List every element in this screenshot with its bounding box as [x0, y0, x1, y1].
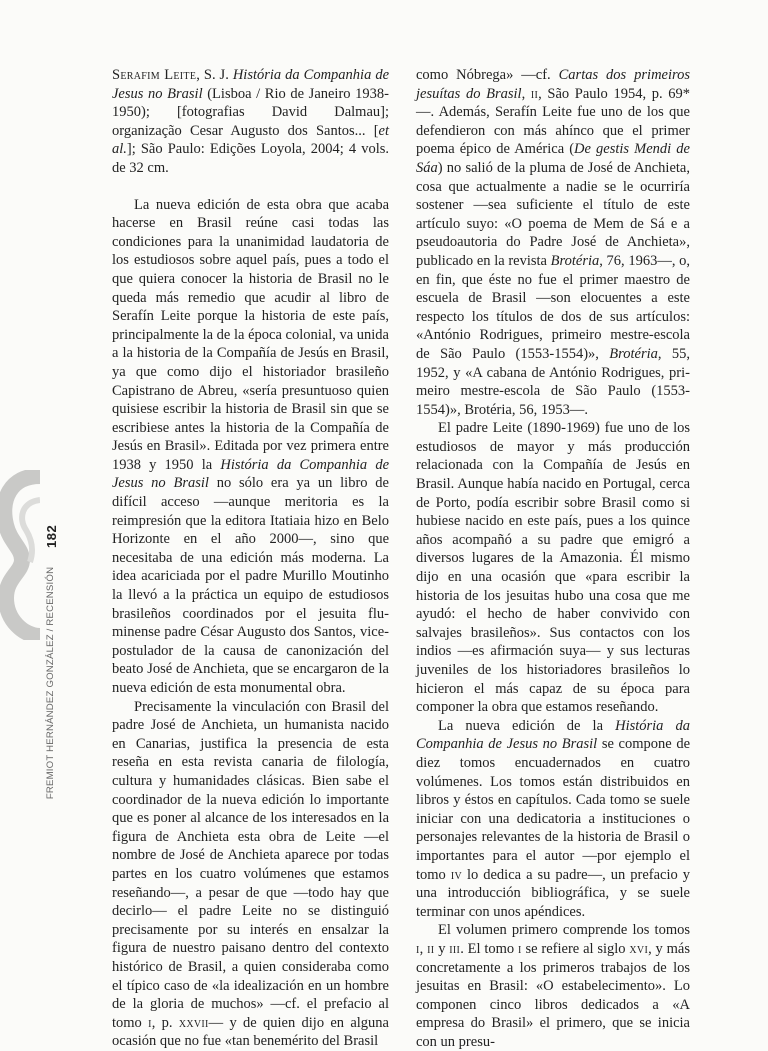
biblio-details: (Lisboa / Rio de Janeiro 1938-1950); [fotografias David Dalmau]; organização Cesar Augusto dos Santos... [ [112, 85, 389, 139]
paragraph: La nueva edición de la História da Companhia de Jesus no Brasil se compone de diez tomos encuadernados en cuatro volúmenes. Los tomos están distribuidos en libros y éstos en capítulos. Cada tomo se suele iniciar con una dedicatoria a instituciones o personajes relevantes de la historia de Brasil o importantes para el autor —por ejemplo el tomo iv lo dedica a su padre—, un prefacio y una introducción bibliográfica, y se suele terminar con unos apéndices. [416, 717, 691, 920]
bibliographic-entry: Serafim Leite, S. J. História da Companhia de Jesus no Brasil (Lisboa / Rio de Janeiro 1938-1950); [fotografias David Dalmau]; organização Cesar Augusto dos Santos... [et al.]; São Paulo: Edições Loyola, 2004; 4 vols. de 32 cm. [112, 67, 390, 176]
paragraph: como Nóbrega» —cf. Cartas dos primeiros jesuítas do Brasil, ii, São Paulo 1954, p. 69*—. Además, Serafín Leite fue uno de los que defendieron con más ahínco que el primer poema épico de América (De gestis Mendi de Sáa) no salió de la pluma de José de Anchieta, cosa que actualmente a nadie se le ocurriría sostener —sea suficiente el título de este artículo suyo: «O poema de Mem de Sá e a pseudoautoria do Padre José de Anchieta», publicado en la revista Brotéria, 76, 1963—, o, en fin, que éste no fue el primer maestro de escuela de Brasil —son elocuentes a este respecto los títulos de dos de sus artículos: «António Rodrigues, primeiro mestre-escola de São Paulo (1553-1554)», Brotéria, 55, 1952, y «A cabana de António Rodrigues, primeiro mestre-escola de São Paulo (1553-1554)», Brotéria, 56, 1953—. [416, 67, 691, 418]
paragraph: Precisamente la vinculación con Brasil del padre José de Anchieta, un humanista nacido en Canarias, justifica la presencia de esta reseña en esta revista canaria de filología, cultura y humanidades clásicas. Bien sabe el coordinador de la nueva edición lo importante que es poner al alcance de los interesados en la figura de Anchieta esta obra de Leite —el nombre de José de Anchieta aparece por todas partes en los cuatro volúmenes que estamos reseñando—, a pesar de que —todo hay que decirlo— el padre Leite no se distinguió precisamente por su interés en ensalzar la figura de nuestro paisano dentro del contexto histórico de Brasil, a quien consideraba como el típico caso de «la idealización en un hombre de la gloria de muchos» —cf. el prefacio al tomo i, p. xxvii— y de quien dijo en alguna ocasión que no fue «tan benemérito del Brasil [112, 698, 389, 1050]
biblio-author: Serafim Leite [112, 67, 197, 83]
side-running-head [43, 524, 61, 800]
left-column [112, 66, 389, 1051]
biblio-title: História da Companhia de Jesus no Brasil [112, 67, 390, 102]
right-column [416, 66, 690, 1051]
paragraph: El padre Leite (1890-1969) fue uno de los estudiosos de mayor y más producción relacionada con la Compañía de Jesús en Brasil. Aunque había nacido en Portugal, cerca de Porto, podía escribir sobre Brasil como si hubiese nacido en este país, pues a los quince años acompañó a su padre que emigró a diversos lugares de la Amazonia. Él mismo dijo en una ocasión que «para escribir la historia de los jesuitas hubo una cosa que me ayudó: el hecho de haber convivido con salvajes brasileños». Sus contactos con los indios —es afirmación suya— y sus lecturas juveniles de los historiadores brasileños lo hicieron el más capaz de su época para componer la obra que estamos reseñando. [416, 420, 690, 716]
paragraph: El volumen primero comprende los tomos i, ii y iii. El tomo i se refiere al siglo xvi, y más concretamente a los primeros trabajos de los jesuitas en Brasil: «O estabelecimento». Lo componen cinco libros dedicados a «A empresa do Brasil» el primero, que se inicia con un presu- [416, 922, 690, 1050]
page-number: 182 [44, 524, 59, 548]
paragraph: La nueva edición de esta obra que acaba hacerse en Brasil reúne casi todas las condiciones para la unanimidad laudatoria de los estudiosos sobre aquel país, pues a todo el que quiera conocer la historia de Brasil no le queda más remedio que acudir al libro de Serafín Leite porque la historia de este país, principalmente la de la época colonial, va unida a la historia de la Compañía de Jesús en Brasil, ya que como dijo el historiador brasileño Capistrano de Abreu, «sería presuntuoso quien quisiese escribir la historia de Brasil sin que se escribiese antes la historia de la Compañía de Jesús en Brasil». Editada por vez primera entre 1938 y 1950 la História da Companhia de Jesus no Brasil no sólo era ya un libro de difícil acceso —aunque meritoria es la reimpresión que la editora Itatiaia hizo en Belo Horizonte en el año 2000—, sino que necesitaba de una edición más moderna. La idea acariciada por el padre Murillo Moutinho la llevó a la práctica un equipo de estudiosos brasileños coordinados por el jesuita fluminense padre César Augusto dos Santos, vicepostulador de la causa de canonización del beato José de Anchieta, que se encargaron de la nueva edición de esta monumental obra. [112, 196, 390, 696]
decorative-ornament [0, 470, 40, 640]
running-head-author-section: FREMIOT HERNÁNDEZ GONZÁLEZ / RECENSIÓN [45, 566, 56, 800]
